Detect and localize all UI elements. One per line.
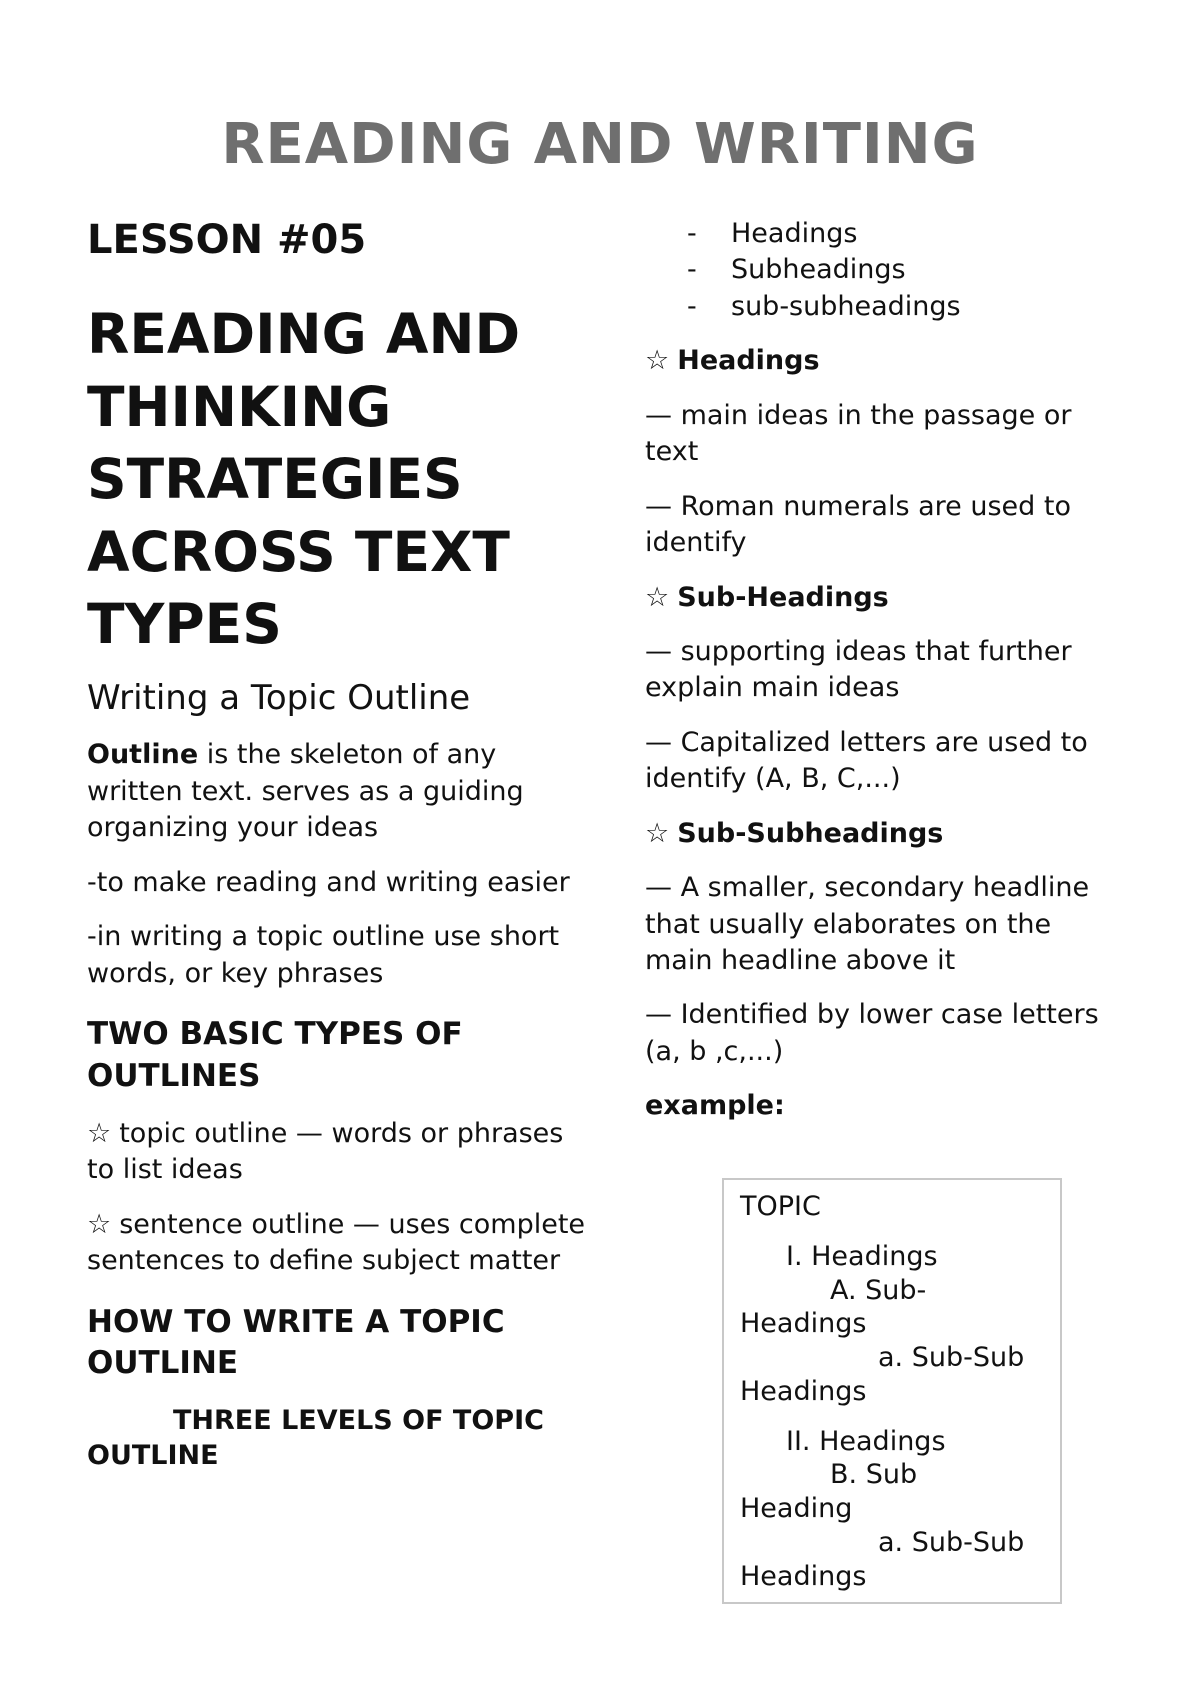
purpose-item-2: -in writing a topic outline use short words, or key phrases: [87, 921, 560, 989]
example-subsubheading-2-cont: Headings: [740, 1560, 867, 1592]
main-heading: READING AND THINKING STRATEGIES ACROSS TEXT TYPES: [87, 302, 521, 657]
lesson-number: LESSON #05: [87, 217, 367, 263]
page-title: READING AND WRITING: [221, 112, 979, 177]
example-subheading-1: A. Sub-: [830, 1274, 927, 1306]
headings-desc-1: — main ideas in the passage or text: [645, 399, 1072, 468]
dash-icon: -: [687, 218, 697, 249]
right-column: [645, 216, 1125, 1143]
subheadings-desc-1: — supporting ideas that further explain main ideas: [645, 635, 1072, 704]
lesson-subtitle: Writing a Topic Outline: [87, 677, 471, 718]
example-subheading-2: B. Sub: [830, 1459, 918, 1491]
headings-title: ☆ Headings: [645, 345, 820, 377]
outline-type-topic-text: topic outline — words or phrases to list ideas: [87, 1117, 564, 1186]
how-to-heading: HOW TO WRITE A TOPIC OUTLINE: [87, 1303, 505, 1382]
example-outline-box: [722, 1178, 1062, 1604]
dash-icon: -: [687, 254, 697, 286]
subheadings-desc-2: — Capitalized letters are used to identify (A, B, C,...): [645, 726, 1088, 795]
subsubheadings-desc-2: — Identified by lower case letters (a, b ,c,...): [645, 999, 1099, 1067]
example-label: example:: [645, 1090, 785, 1122]
example-subsubheading-2: a. Sub-Sub: [878, 1526, 1025, 1558]
purpose-item-1: -to make reading and writing easier: [87, 866, 570, 898]
example-topic: TOPIC: [740, 1191, 821, 1222]
star-icon: ☆: [645, 581, 670, 613]
outline-term: Outline: [87, 739, 199, 771]
levels-heading-text: THREE LEVELS OF TOPIC OUTLINE: [87, 1405, 544, 1472]
levels-list: [645, 216, 1125, 325]
example-subsubheading-1: a. Sub-Sub: [878, 1342, 1025, 1373]
headings-desc-2: — Roman numerals are used to identify: [645, 490, 1071, 559]
subsubheadings-title: ☆ Sub-Subheadings: [645, 817, 944, 849]
outline-definition: [87, 737, 587, 846]
outline-type-topic: [87, 1116, 587, 1189]
outline-definition-text: is the skeleton of any written text. serves as a guiding organizing your ideas: [87, 739, 524, 844]
outline-type-sentence-text: sentence outline — uses complete sentences to define subject matter: [87, 1208, 586, 1277]
example-subsubheading-1-cont: Headings: [740, 1375, 867, 1407]
left-column: [87, 216, 587, 1473]
list-item: - Subheadings: [645, 252, 1125, 288]
subsubheadings-desc-1: — A smaller, secondary headline that usually elaborates on the main headline above it: [645, 872, 1090, 976]
star-icon: ☆: [645, 817, 670, 849]
star-icon: ☆: [87, 1208, 112, 1240]
star-icon: ☆: [645, 345, 670, 377]
example-heading-1: I. Headings: [786, 1240, 938, 1272]
types-heading: TWO BASIC TYPES OF OUTLINES: [87, 1016, 463, 1094]
levels-heading: [87, 1403, 587, 1473]
example-subheading-1-cont: Headings: [740, 1308, 867, 1340]
outline-type-sentence: [87, 1207, 587, 1280]
star-icon: ☆: [87, 1117, 112, 1149]
list-item: - Headings: [645, 216, 1125, 252]
subheadings-title: ☆ Sub-Headings: [645, 581, 889, 613]
example-subheading-2-cont: Heading: [740, 1493, 853, 1524]
dash-icon: -: [687, 290, 697, 322]
list-item: - sub-subheadings: [645, 289, 1125, 325]
example-heading-2: II. Headings: [786, 1425, 946, 1457]
